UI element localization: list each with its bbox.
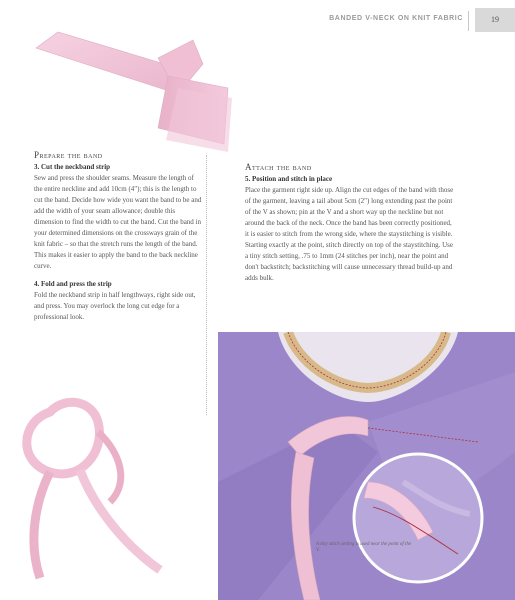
step-5-heading: 5. Position and stitch in place: [245, 175, 333, 183]
step-4-heading: 4. Fold and press the strip: [34, 280, 112, 288]
garment-photo: [218, 332, 515, 600]
folded-band-image: [28, 28, 248, 158]
column-divider: [206, 155, 207, 415]
step-3-text: Sew and press the shoulder seams. Measure the length of the entire neckline and add 10cm (4"); this is the length to cut the band. Decide how wide you want the band to be and add the width of your seam allowance; double this dimension to find the width to cut the band. Cut the band in your determined dimensions on the crossways grain of the knit fabric – so that the stretch runs the length of the band. This makes it easier to apply the band to the back neckline curve.: [34, 174, 202, 270]
step-4-text: Fold the neckband strip in half lengthways, right side out, and press. You may overlock the long cut edge for a professional look.: [34, 291, 196, 321]
photo-caption: A tiny stitch setting is used near the point of the V.: [316, 542, 412, 553]
left-column: [34, 150, 202, 330]
header-divider: [468, 11, 469, 31]
step-5-text: Place the garment right side up. Align the cut edges of the band with those of the garment, leaving a tail about 5cm (2") long extending past the point of the V as shown; pin at the V and a short way up the neckline but not around the back of the neck. Once the band has been correctly positioned, it is easier to stitch from the wrong side, where the staystitching is visible. Starting exactly at the point, stitch directly on top of the staystitching. Use a tiny stitch setting, .75 to 1mm (24 stitches per inch), near the point and don't backstitch; backstitching will cause unnecessary thread build-up and adds bulk.: [245, 186, 454, 282]
step-3-heading: 3. Cut the neckband strip: [34, 163, 111, 171]
section-title-attach: Attach the band: [245, 162, 312, 172]
page-number: 19: [475, 8, 515, 32]
looped-band-image: [10, 392, 170, 582]
section-title-prepare: Prepare the band: [34, 150, 103, 160]
right-column: [245, 162, 455, 291]
running-title: BANDED V-NECK ON KNIT FABRIC: [329, 15, 463, 22]
